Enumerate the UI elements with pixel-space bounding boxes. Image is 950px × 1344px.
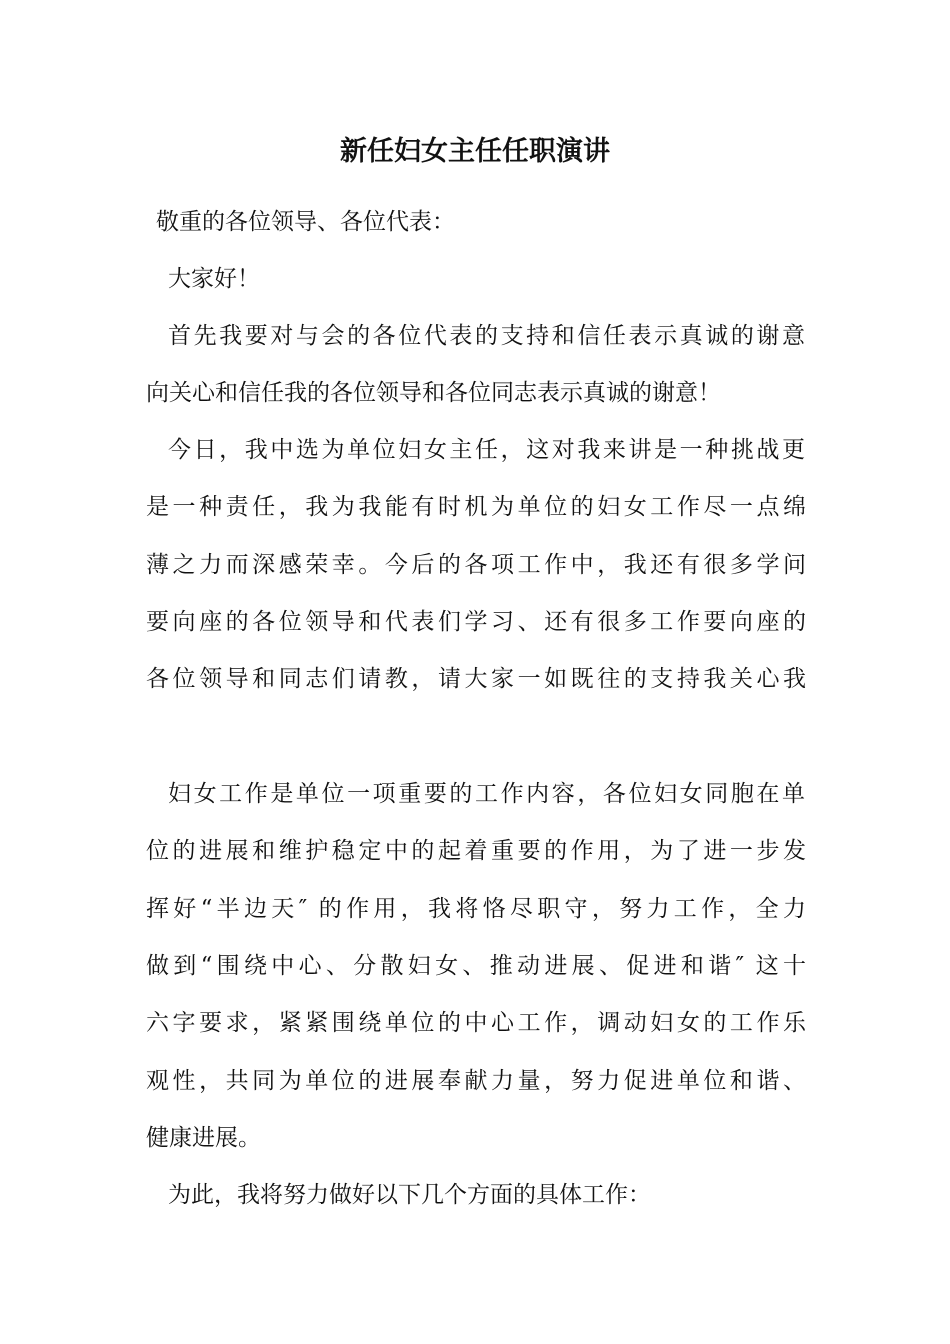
paragraph-4-line-1: 为此，我将努力做好以下几个方面的具体工作： [168,1182,651,1208]
paragraph-1-line-2: 向关心和信任我的各位领导和各位同志表示真诚的谢意！ [146,380,721,406]
paragraph-3-line-3: 挥好“半边天″ 的作用，我将恪尽职守，努力工作，全力 [146,896,806,922]
document-title: 新任妇女主任任职演讲 [340,136,610,167]
paragraph-2-line-5: 各位领导和同志们请教，请大家一如既往的支持我关心我 [146,666,806,692]
paragraph-3-line-5: 六字要求，紧紧围绕单位的中心工作，调动妇女的工作乐 [146,1010,806,1036]
paragraph-1-line-1: 首先我要对与会的各位代表的支持和信任表示真诚的谢意 [168,323,805,349]
salutation: 敬重的各位领导、各位代表： [156,209,455,235]
paragraph-2-line-4: 要向座的各位领导和代表们学习、还有很多工作要向座的 [146,609,806,635]
paragraph-3-line-4: 做到“围绕中心、分散妇女、推动进展、促进和谐″ 这十 [146,953,806,979]
paragraph-2-line-3: 薄之力而深感荣幸。今后的各项工作中，我还有很多学问 [146,552,806,578]
paragraph-2-line-1: 今日，我中选为单位妇女主任，这对我来讲是一种挑战更 [168,437,805,463]
greeting: 大家好！ [168,266,260,292]
paragraph-3-line-6: 观性，共同为单位的进展奉献力量，努力促进单位和谐、 [146,1068,806,1094]
paragraph-3-line-7: 健康进展。 [146,1125,261,1151]
paragraph-3-line-2: 位的进展和维护稳定中的起着重要的作用，为了进一步发 [146,838,806,864]
paragraph-2-line-2: 是一种责任，我为我能有时机为单位的妇女工作尽一点绵 [146,494,806,520]
paragraph-3-line-1: 妇女工作是单位一项重要的工作内容，各位妇女同胞在单 [168,781,805,807]
